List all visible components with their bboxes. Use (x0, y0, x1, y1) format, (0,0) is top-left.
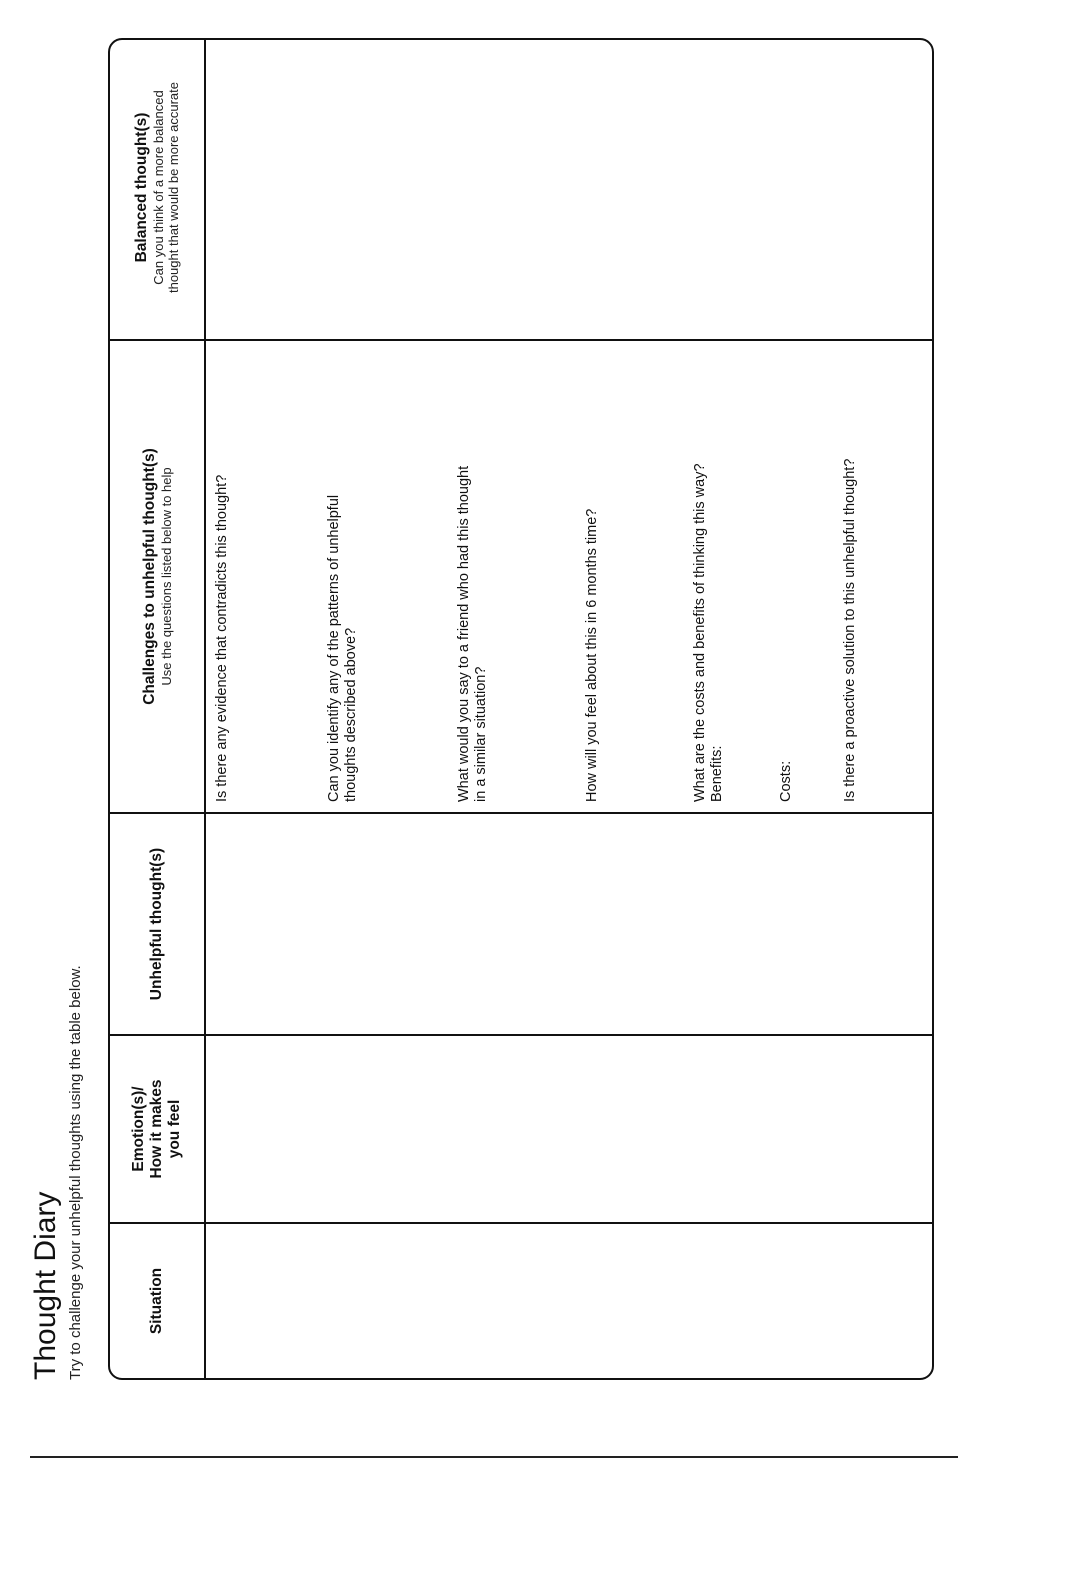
header-situation (110, 1222, 204, 1378)
situation-cell[interactable] (206, 1222, 932, 1378)
challenge-prompt-patterns (326, 495, 360, 802)
header-situation-title: Situation (148, 1267, 165, 1335)
prompt-line: Is there a proactive solution to this unhelpful thought? (842, 458, 858, 802)
unhelpful-thoughts-cell[interactable] (206, 812, 932, 1034)
header-unhelpful-thoughts (110, 812, 204, 1034)
header-balanced-thoughts (110, 38, 204, 339)
header-balanced-thoughts-title: Balanced thought(s) (133, 112, 150, 263)
page-subtitle: Try to challenge your unhelpful thoughts using the table below. (67, 965, 84, 1380)
page-title: Thought Diary (29, 1191, 62, 1380)
prompt-line: thoughts described above? (343, 627, 359, 802)
challenge-prompt-proactive (842, 459, 859, 802)
thought-diary-table (108, 38, 934, 1380)
prompt-line: What would you say to a friend who had this thought (456, 465, 472, 802)
challenge-prompt-friend (456, 466, 490, 802)
prompt-line: Is there any evidence that contradicts this thought? (214, 474, 230, 802)
prompt-line: How will you feel about this in 6 months time? (584, 508, 600, 802)
header-challenges-subtitle: Use the questions listed below to help (158, 467, 174, 686)
table-header-row (110, 40, 206, 1378)
emotions-cell[interactable] (206, 1034, 932, 1222)
header-emotions (110, 1034, 204, 1222)
challenge-prompt-six-months (584, 509, 601, 802)
table-entry-row (206, 40, 932, 1378)
header-challenges (110, 339, 204, 812)
header-emotions-line-2: How it makes (148, 1079, 165, 1179)
challenge-prompt-costs (778, 761, 795, 802)
header-balanced-subtitle-line-1: Can you think of a more balanced (151, 90, 166, 285)
prompt-line: What are the costs and benefits of thinking this way? (692, 463, 708, 802)
header-unhelpful-thoughts-title: Unhelpful thought(s) (148, 847, 165, 1001)
page-divider-line (30, 1456, 958, 1458)
header-emotions-line-1: Emotion(s)/ (130, 1086, 147, 1172)
prompt-line: in a similar situation? (473, 666, 489, 802)
challenges-cell[interactable] (206, 339, 932, 812)
prompt-line: Can you identify any of the patterns of unhelpful (326, 494, 342, 802)
challenge-prompt-costs-benefits (692, 463, 726, 802)
challenge-prompt-evidence (214, 475, 231, 802)
header-balanced-subtitle-line-2: thought that would be more accurate (166, 81, 181, 294)
prompt-line: Costs: (778, 760, 794, 802)
header-emotions-line-3: you feel (166, 1099, 183, 1159)
balanced-thoughts-cell[interactable] (206, 38, 932, 339)
prompt-line: Benefits: (709, 745, 725, 802)
header-challenges-title: Challenges to unhelpful thought(s) (140, 448, 158, 705)
